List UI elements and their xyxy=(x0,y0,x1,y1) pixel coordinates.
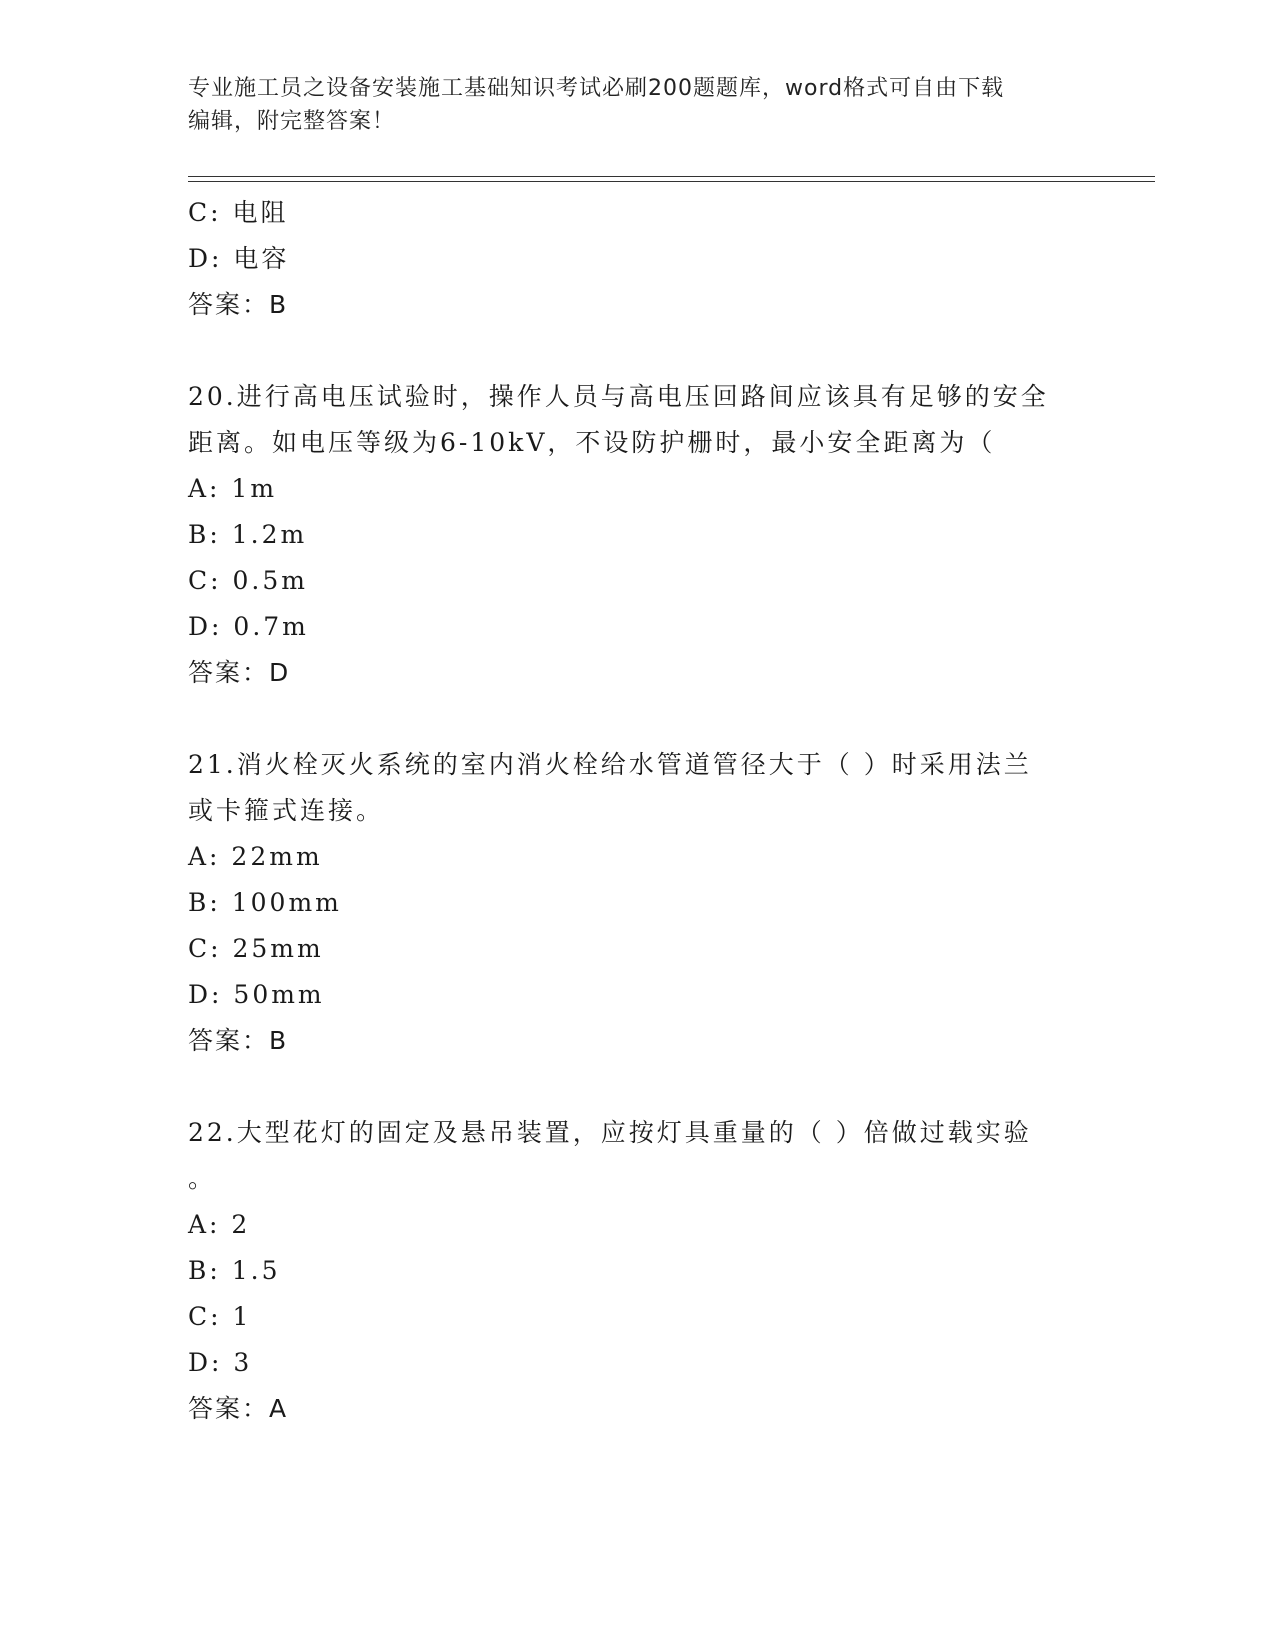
question-20 xyxy=(188,374,1088,696)
answer-line: 答案：D xyxy=(188,658,291,687)
answer-line: 答案：A xyxy=(188,1394,289,1423)
header-line-2: 编辑，附完整答案！ xyxy=(188,109,396,134)
page-header xyxy=(188,72,1068,138)
header-line-1: 专业施工员之设备安装施工基础知识考试必刷200题题库，word格式可自由下载 xyxy=(188,76,1005,101)
question-gap xyxy=(188,328,1088,374)
question-text-line: 或卡箍式连接。 xyxy=(188,796,385,825)
question-content xyxy=(188,190,1088,1432)
question-text-line: 22.大型花灯的固定及悬吊装置，应按灯具重量的（ ）倍做过载实验 xyxy=(188,1118,1032,1147)
question-text-line: 距离。如电压等级为6-10kV，不设防护栅时，最小安全距离为（ xyxy=(188,428,996,457)
option-d: D: 3 xyxy=(188,1348,253,1377)
option-a: A: 22mm xyxy=(188,842,323,871)
header-divider-top xyxy=(188,176,1155,177)
question-text-line: 20.进行高电压试验时，操作人员与高电压回路间应该具有足够的安全 xyxy=(188,382,1049,411)
answer-line: 答案：B xyxy=(188,1026,289,1055)
header-divider-bottom xyxy=(188,181,1155,182)
option-b: B: 100mm xyxy=(188,888,342,917)
answer-line: 答案：B xyxy=(188,290,289,319)
question-gap xyxy=(188,1064,1088,1110)
option-d: D: 50mm xyxy=(188,980,325,1009)
option-b: B: 1.5 xyxy=(188,1256,281,1285)
option-c: C: 25mm xyxy=(188,934,324,963)
question-text-line: 21.消火栓灭火系统的室内消火栓给水管道管径大于（ ）时采用法兰 xyxy=(188,750,1032,779)
option-d: D: 电容 xyxy=(188,244,290,273)
option-a: A: 1m xyxy=(188,474,278,503)
question-text-line: 。 xyxy=(188,1164,217,1193)
option-b: B: 1.2m xyxy=(188,520,308,549)
option-d: D: 0.7m xyxy=(188,612,309,641)
option-c: C: 0.5m xyxy=(188,566,308,595)
option-c: C: 电阻 xyxy=(188,198,289,227)
question-gap xyxy=(188,696,1088,742)
option-a: A: 2 xyxy=(188,1210,251,1239)
question-22 xyxy=(188,1110,1088,1432)
carryover-block xyxy=(188,190,1088,328)
option-c: C: 1 xyxy=(188,1302,252,1331)
question-21 xyxy=(188,742,1088,1064)
